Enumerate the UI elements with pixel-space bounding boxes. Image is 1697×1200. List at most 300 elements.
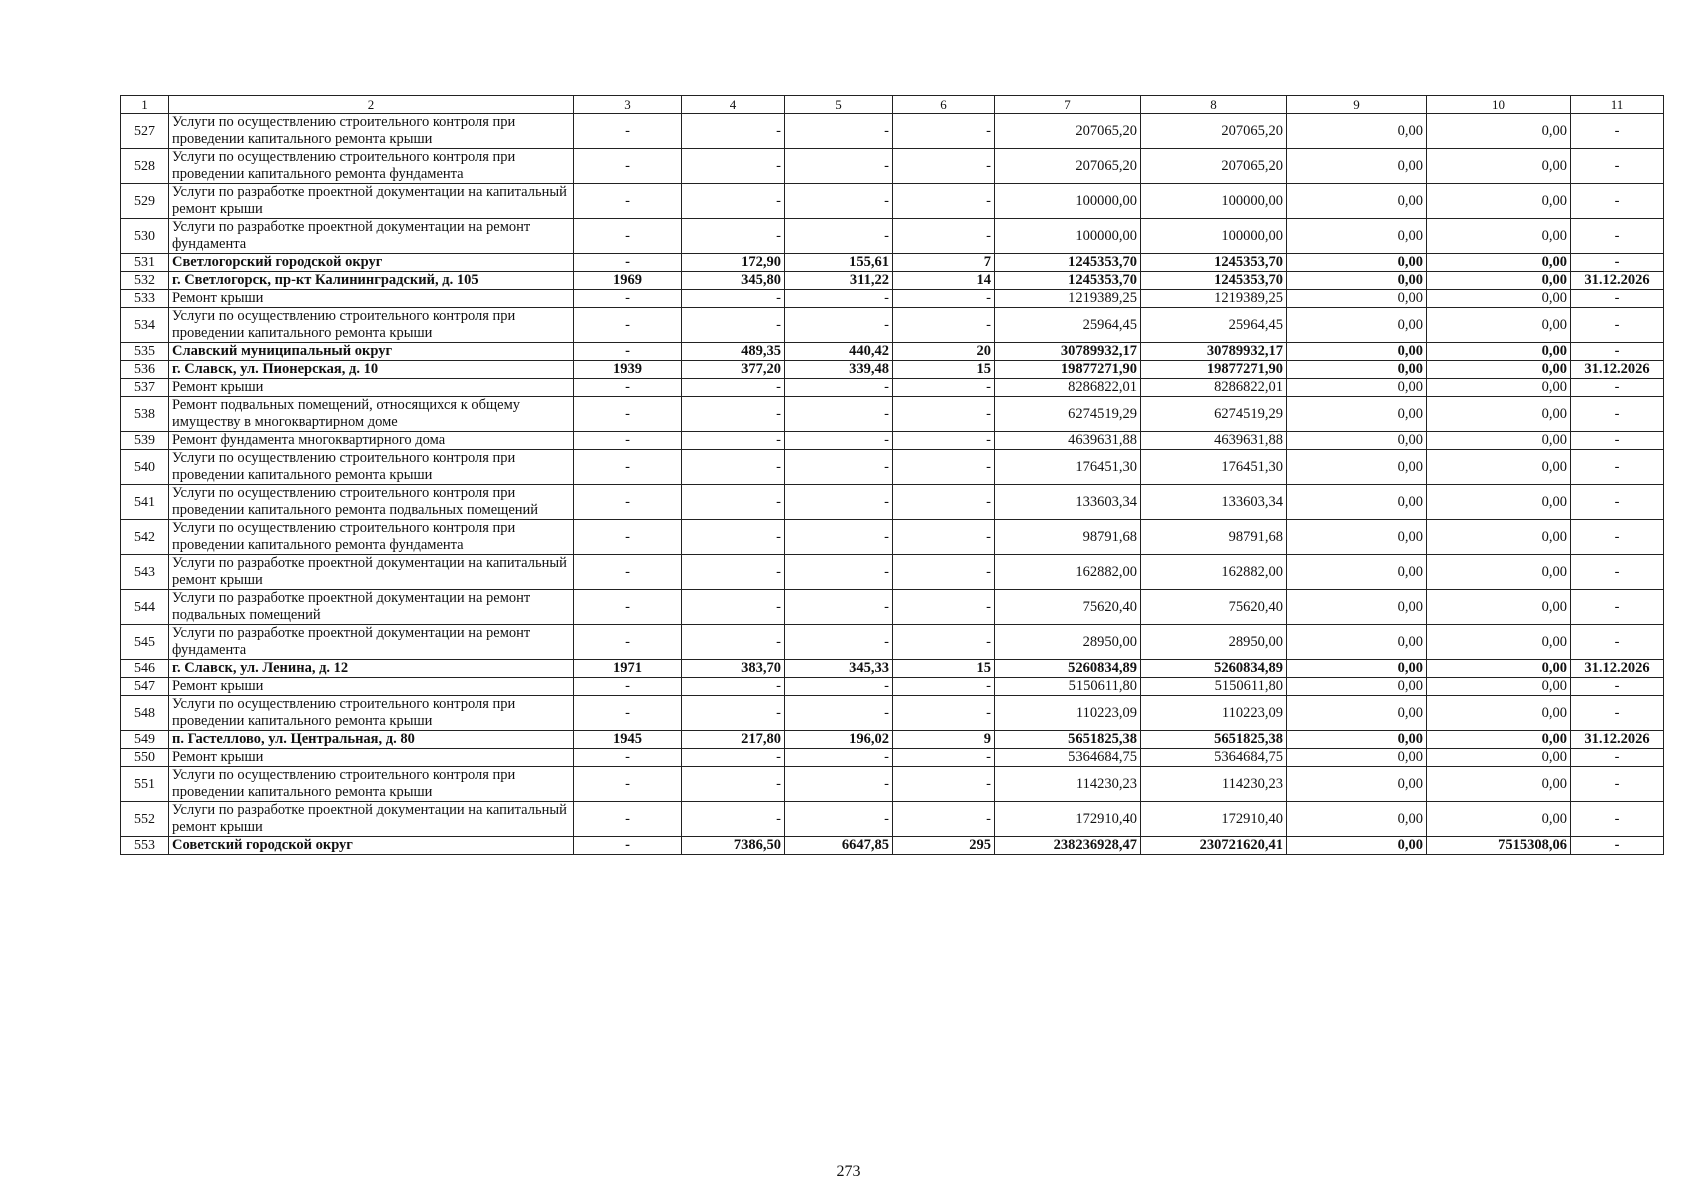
col3-cell: - [574,520,682,555]
row-description: Услуги по осуществлению строительного контроля при проведении капитального ремонта крыши [169,450,574,485]
col7-cell: 172910,40 [995,802,1141,837]
row-number: 541 [121,485,169,520]
col3-cell: - [574,290,682,308]
col11-cell: - [1571,520,1664,555]
row-number: 529 [121,184,169,219]
col5-cell: 345,33 [785,660,893,678]
col7-cell: 207065,20 [995,114,1141,149]
col10-cell: 0,00 [1427,660,1571,678]
col10-cell: 0,00 [1427,450,1571,485]
col8-cell: 100000,00 [1141,184,1287,219]
col4-cell: - [682,149,785,184]
col11-cell: - [1571,432,1664,450]
col10-cell: 0,00 [1427,520,1571,555]
col10-cell: 0,00 [1427,802,1571,837]
col7-cell: 28950,00 [995,625,1141,660]
row-description: Ремонт крыши [169,678,574,696]
col4-cell: - [682,219,785,254]
col11-cell: - [1571,485,1664,520]
col11-cell: - [1571,184,1664,219]
col8-cell: 162882,00 [1141,555,1287,590]
col5-cell: - [785,590,893,625]
row-description: Услуги по осуществлению строительного контроля при проведении капитального ремонта подвальных помещений [169,485,574,520]
column-header: 1 [121,96,169,114]
col8-cell: 1219389,25 [1141,290,1287,308]
col8-cell: 6274519,29 [1141,397,1287,432]
col6-cell: - [893,184,995,219]
row-description: Советский городской округ [169,837,574,855]
row-description: Славский муниципальный округ [169,343,574,361]
col7-cell: 238236928,47 [995,837,1141,855]
col11-cell: - [1571,149,1664,184]
table-row [121,731,1664,749]
col5-cell: - [785,767,893,802]
col6-cell: - [893,290,995,308]
col10-cell: 0,00 [1427,485,1571,520]
column-header: 5 [785,96,893,114]
col11-cell: 31.12.2026 [1571,731,1664,749]
table-row [121,184,1664,219]
col7-cell: 133603,34 [995,485,1141,520]
col4-cell: 217,80 [682,731,785,749]
row-number: 539 [121,432,169,450]
col10-cell: 0,00 [1427,379,1571,397]
col9-cell: 0,00 [1287,290,1427,308]
col6-cell: - [893,625,995,660]
col3-cell: - [574,308,682,343]
col9-cell: 0,00 [1287,590,1427,625]
col9-cell: 0,00 [1287,450,1427,485]
table-row [121,379,1664,397]
col7-cell: 5150611,80 [995,678,1141,696]
col4-cell: - [682,290,785,308]
row-description: Услуги по осуществлению строительного контроля при проведении капитального ремонта фундамента [169,520,574,555]
table-row [121,272,1664,290]
col7-cell: 98791,68 [995,520,1141,555]
col10-cell: 0,00 [1427,432,1571,450]
row-description: Ремонт крыши [169,379,574,397]
col4-cell: 383,70 [682,660,785,678]
col9-cell: 0,00 [1287,184,1427,219]
col7-cell: 162882,00 [995,555,1141,590]
row-description: Услуги по разработке проектной документации на ремонт фундамента [169,625,574,660]
col5-cell: - [785,696,893,731]
col4-cell: - [682,767,785,802]
col5-cell: - [785,184,893,219]
col4-cell: - [682,520,785,555]
col7-cell: 4639631,88 [995,432,1141,450]
col11-cell: - [1571,696,1664,731]
col5-cell: - [785,219,893,254]
col9-cell: 0,00 [1287,678,1427,696]
row-description: Светлогорский городской округ [169,254,574,272]
row-number: 527 [121,114,169,149]
col7-cell: 5260834,89 [995,660,1141,678]
col7-cell: 5364684,75 [995,749,1141,767]
col6-cell: - [893,114,995,149]
col10-cell: 0,00 [1427,625,1571,660]
col6-cell: - [893,397,995,432]
col11-cell: - [1571,397,1664,432]
col9-cell: 0,00 [1287,625,1427,660]
col4-cell: - [682,308,785,343]
col11-cell: - [1571,290,1664,308]
col8-cell: 8286822,01 [1141,379,1287,397]
col8-cell: 176451,30 [1141,450,1287,485]
col11-cell: - [1571,837,1664,855]
col5-cell: 155,61 [785,254,893,272]
col11-cell: - [1571,625,1664,660]
col3-cell: - [574,802,682,837]
col10-cell: 0,00 [1427,678,1571,696]
col6-cell: - [893,520,995,555]
col4-cell: 7386,50 [682,837,785,855]
col7-cell: 8286822,01 [995,379,1141,397]
col9-cell: 0,00 [1287,837,1427,855]
table-row [121,802,1664,837]
col11-cell: - [1571,219,1664,254]
col9-cell: 0,00 [1287,219,1427,254]
col8-cell: 98791,68 [1141,520,1287,555]
row-number: 548 [121,696,169,731]
col4-cell: - [682,678,785,696]
col9-cell: 0,00 [1287,696,1427,731]
col5-cell: - [785,114,893,149]
col9-cell: 0,00 [1287,802,1427,837]
col5-cell: 311,22 [785,272,893,290]
col6-cell: - [893,678,995,696]
col5-cell: 440,42 [785,343,893,361]
col10-cell: 0,00 [1427,184,1571,219]
col4-cell: - [682,432,785,450]
col5-cell: 339,48 [785,361,893,379]
col7-cell: 1245353,70 [995,272,1141,290]
col3-cell: - [574,678,682,696]
row-description: Услуги по осуществлению строительного контроля при проведении капитального ремонта крыши [169,114,574,149]
col6-cell: - [893,767,995,802]
col7-cell: 1219389,25 [995,290,1141,308]
table-row [121,485,1664,520]
row-description: Услуги по осуществлению строительного контроля при проведении капитального ремонта крыши [169,767,574,802]
table-row [121,432,1664,450]
col11-cell: 31.12.2026 [1571,361,1664,379]
col9-cell: 0,00 [1287,272,1427,290]
col6-cell: - [893,219,995,254]
row-number: 535 [121,343,169,361]
column-header: 8 [1141,96,1287,114]
col9-cell: 0,00 [1287,343,1427,361]
col6-cell: 14 [893,272,995,290]
row-description: г. Светлогорск, пр-кт Калининградский, д. 105 [169,272,574,290]
col8-cell: 1245353,70 [1141,272,1287,290]
col11-cell: - [1571,379,1664,397]
col7-cell: 75620,40 [995,590,1141,625]
col5-cell: - [785,555,893,590]
col8-cell: 19877271,90 [1141,361,1287,379]
col8-cell: 172910,40 [1141,802,1287,837]
col8-cell: 207065,20 [1141,149,1287,184]
col9-cell: 0,00 [1287,254,1427,272]
row-number: 547 [121,678,169,696]
col3-cell: - [574,254,682,272]
row-number: 543 [121,555,169,590]
col9-cell: 0,00 [1287,397,1427,432]
table-row [121,397,1664,432]
col7-cell: 100000,00 [995,184,1141,219]
table-row [121,308,1664,343]
col3-cell: - [574,114,682,149]
col6-cell: - [893,432,995,450]
col3-cell: - [574,219,682,254]
col9-cell: 0,00 [1287,731,1427,749]
col11-cell: - [1571,590,1664,625]
col7-cell: 30789932,17 [995,343,1141,361]
col5-cell: - [785,749,893,767]
row-description: г. Славск, ул. Пионерская, д. 10 [169,361,574,379]
col5-cell: - [785,308,893,343]
col11-cell: - [1571,767,1664,802]
col10-cell: 7515308,06 [1427,837,1571,855]
col6-cell: 20 [893,343,995,361]
col3-cell: - [574,184,682,219]
col6-cell: - [893,379,995,397]
col5-cell: - [785,485,893,520]
col8-cell: 133603,34 [1141,485,1287,520]
col6-cell: - [893,485,995,520]
col10-cell: 0,00 [1427,290,1571,308]
col3-cell: 1945 [574,731,682,749]
col3-cell: 1969 [574,272,682,290]
col7-cell: 100000,00 [995,219,1141,254]
col7-cell: 19877271,90 [995,361,1141,379]
col8-cell: 25964,45 [1141,308,1287,343]
col4-cell: - [682,397,785,432]
col9-cell: 0,00 [1287,767,1427,802]
table-row [121,361,1664,379]
col8-cell: 100000,00 [1141,219,1287,254]
col4-cell: 377,20 [682,361,785,379]
row-number: 538 [121,397,169,432]
col7-cell: 25964,45 [995,308,1141,343]
col10-cell: 0,00 [1427,749,1571,767]
col8-cell: 30789932,17 [1141,343,1287,361]
row-description: Услуги по разработке проектной документации на капитальный ремонт крыши [169,555,574,590]
col7-cell: 1245353,70 [995,254,1141,272]
row-number: 544 [121,590,169,625]
col7-cell: 114230,23 [995,767,1141,802]
column-header: 2 [169,96,574,114]
col6-cell: - [893,749,995,767]
col3-cell: - [574,749,682,767]
col11-cell: - [1571,308,1664,343]
col10-cell: 0,00 [1427,149,1571,184]
col11-cell: - [1571,802,1664,837]
row-number: 552 [121,802,169,837]
col4-cell: - [682,184,785,219]
col5-cell: - [785,290,893,308]
col8-cell: 114230,23 [1141,767,1287,802]
col7-cell: 176451,30 [995,450,1141,485]
col3-cell: - [574,837,682,855]
col6-cell: - [893,308,995,343]
col11-cell: - [1571,343,1664,361]
row-number: 537 [121,379,169,397]
row-description: Услуги по осуществлению строительного контроля при проведении капитального ремонта крыши [169,696,574,731]
col7-cell: 5651825,38 [995,731,1141,749]
col5-cell: - [785,625,893,660]
col9-cell: 0,00 [1287,114,1427,149]
col4-cell: 345,80 [682,272,785,290]
column-header: 10 [1427,96,1571,114]
row-description: Ремонт крыши [169,749,574,767]
col3-cell: - [574,149,682,184]
col10-cell: 0,00 [1427,272,1571,290]
col9-cell: 0,00 [1287,379,1427,397]
row-number: 553 [121,837,169,855]
col10-cell: 0,00 [1427,308,1571,343]
col4-cell: - [682,555,785,590]
col8-cell: 110223,09 [1141,696,1287,731]
row-number: 536 [121,361,169,379]
col4-cell: - [682,379,785,397]
col4-cell: - [682,749,785,767]
col7-cell: 207065,20 [995,149,1141,184]
col6-cell: - [893,590,995,625]
col10-cell: 0,00 [1427,254,1571,272]
col6-cell: - [893,450,995,485]
column-header: 7 [995,96,1141,114]
col5-cell: - [785,379,893,397]
col10-cell: 0,00 [1427,219,1571,254]
col9-cell: 0,00 [1287,749,1427,767]
col10-cell: 0,00 [1427,731,1571,749]
table-row [121,678,1664,696]
col8-cell: 5651825,38 [1141,731,1287,749]
col6-cell: - [893,802,995,837]
row-number: 545 [121,625,169,660]
table-row [121,290,1664,308]
col9-cell: 0,00 [1287,555,1427,590]
col8-cell: 230721620,41 [1141,837,1287,855]
col3-cell: - [574,625,682,660]
col6-cell: - [893,555,995,590]
table-row [121,749,1664,767]
col3-cell: - [574,379,682,397]
col4-cell: - [682,114,785,149]
col11-cell: - [1571,450,1664,485]
col10-cell: 0,00 [1427,555,1571,590]
col10-cell: 0,00 [1427,767,1571,802]
col11-cell: - [1571,749,1664,767]
col3-cell: - [574,397,682,432]
row-number: 531 [121,254,169,272]
row-number: 530 [121,219,169,254]
col6-cell: 7 [893,254,995,272]
col9-cell: 0,00 [1287,149,1427,184]
col10-cell: 0,00 [1427,397,1571,432]
register-table [120,95,1664,855]
table-row [121,114,1664,149]
col5-cell: - [785,520,893,555]
row-number: 540 [121,450,169,485]
row-description: Ремонт крыши [169,290,574,308]
col5-cell: 196,02 [785,731,893,749]
column-header: 4 [682,96,785,114]
col3-cell: 1971 [574,660,682,678]
col8-cell: 5260834,89 [1141,660,1287,678]
col6-cell: 9 [893,731,995,749]
col3-cell: - [574,432,682,450]
col7-cell: 110223,09 [995,696,1141,731]
row-description: г. Славск, ул. Ленина, д. 12 [169,660,574,678]
column-header: 11 [1571,96,1664,114]
col8-cell: 5150611,80 [1141,678,1287,696]
row-description: Услуги по разработке проектной документации на капитальный ремонт крыши [169,184,574,219]
col9-cell: 0,00 [1287,432,1427,450]
table-row [121,219,1664,254]
row-number: 542 [121,520,169,555]
col5-cell: 6647,85 [785,837,893,855]
col11-cell: - [1571,254,1664,272]
col6-cell: 295 [893,837,995,855]
table-row [121,450,1664,485]
column-header: 9 [1287,96,1427,114]
col3-cell: 1939 [574,361,682,379]
col5-cell: - [785,678,893,696]
col10-cell: 0,00 [1427,590,1571,625]
table-row [121,343,1664,361]
page-number: 273 [836,1163,861,1180]
table-row [121,660,1664,678]
table-row [121,520,1664,555]
col6-cell: - [893,696,995,731]
col4-cell: 489,35 [682,343,785,361]
row-description: Услуги по разработке проектной документации на ремонт подвальных помещений [169,590,574,625]
row-number: 550 [121,749,169,767]
row-number: 533 [121,290,169,308]
col9-cell: 0,00 [1287,485,1427,520]
table-row [121,767,1664,802]
col6-cell: 15 [893,361,995,379]
col5-cell: - [785,432,893,450]
row-number: 532 [121,272,169,290]
column-header: 3 [574,96,682,114]
col11-cell: - [1571,678,1664,696]
col5-cell: - [785,397,893,432]
col3-cell: - [574,555,682,590]
col11-cell: - [1571,114,1664,149]
col10-cell: 0,00 [1427,343,1571,361]
col6-cell: 15 [893,660,995,678]
row-description: Услуги по разработке проектной документации на капитальный ремонт крыши [169,802,574,837]
col5-cell: - [785,802,893,837]
table-row [121,555,1664,590]
col9-cell: 0,00 [1287,361,1427,379]
col3-cell: - [574,450,682,485]
col4-cell: - [682,696,785,731]
row-number: 528 [121,149,169,184]
row-description: Ремонт подвальных помещений, относящихся к общему имуществу в многоквартирном доме [169,397,574,432]
col4-cell: - [682,450,785,485]
table-body [121,96,1664,855]
col8-cell: 5364684,75 [1141,749,1287,767]
row-number: 546 [121,660,169,678]
col3-cell: - [574,590,682,625]
row-number: 549 [121,731,169,749]
col10-cell: 0,00 [1427,361,1571,379]
row-description: Услуги по осуществлению строительного контроля при проведении капитального ремонта фундамента [169,149,574,184]
table-row [121,254,1664,272]
